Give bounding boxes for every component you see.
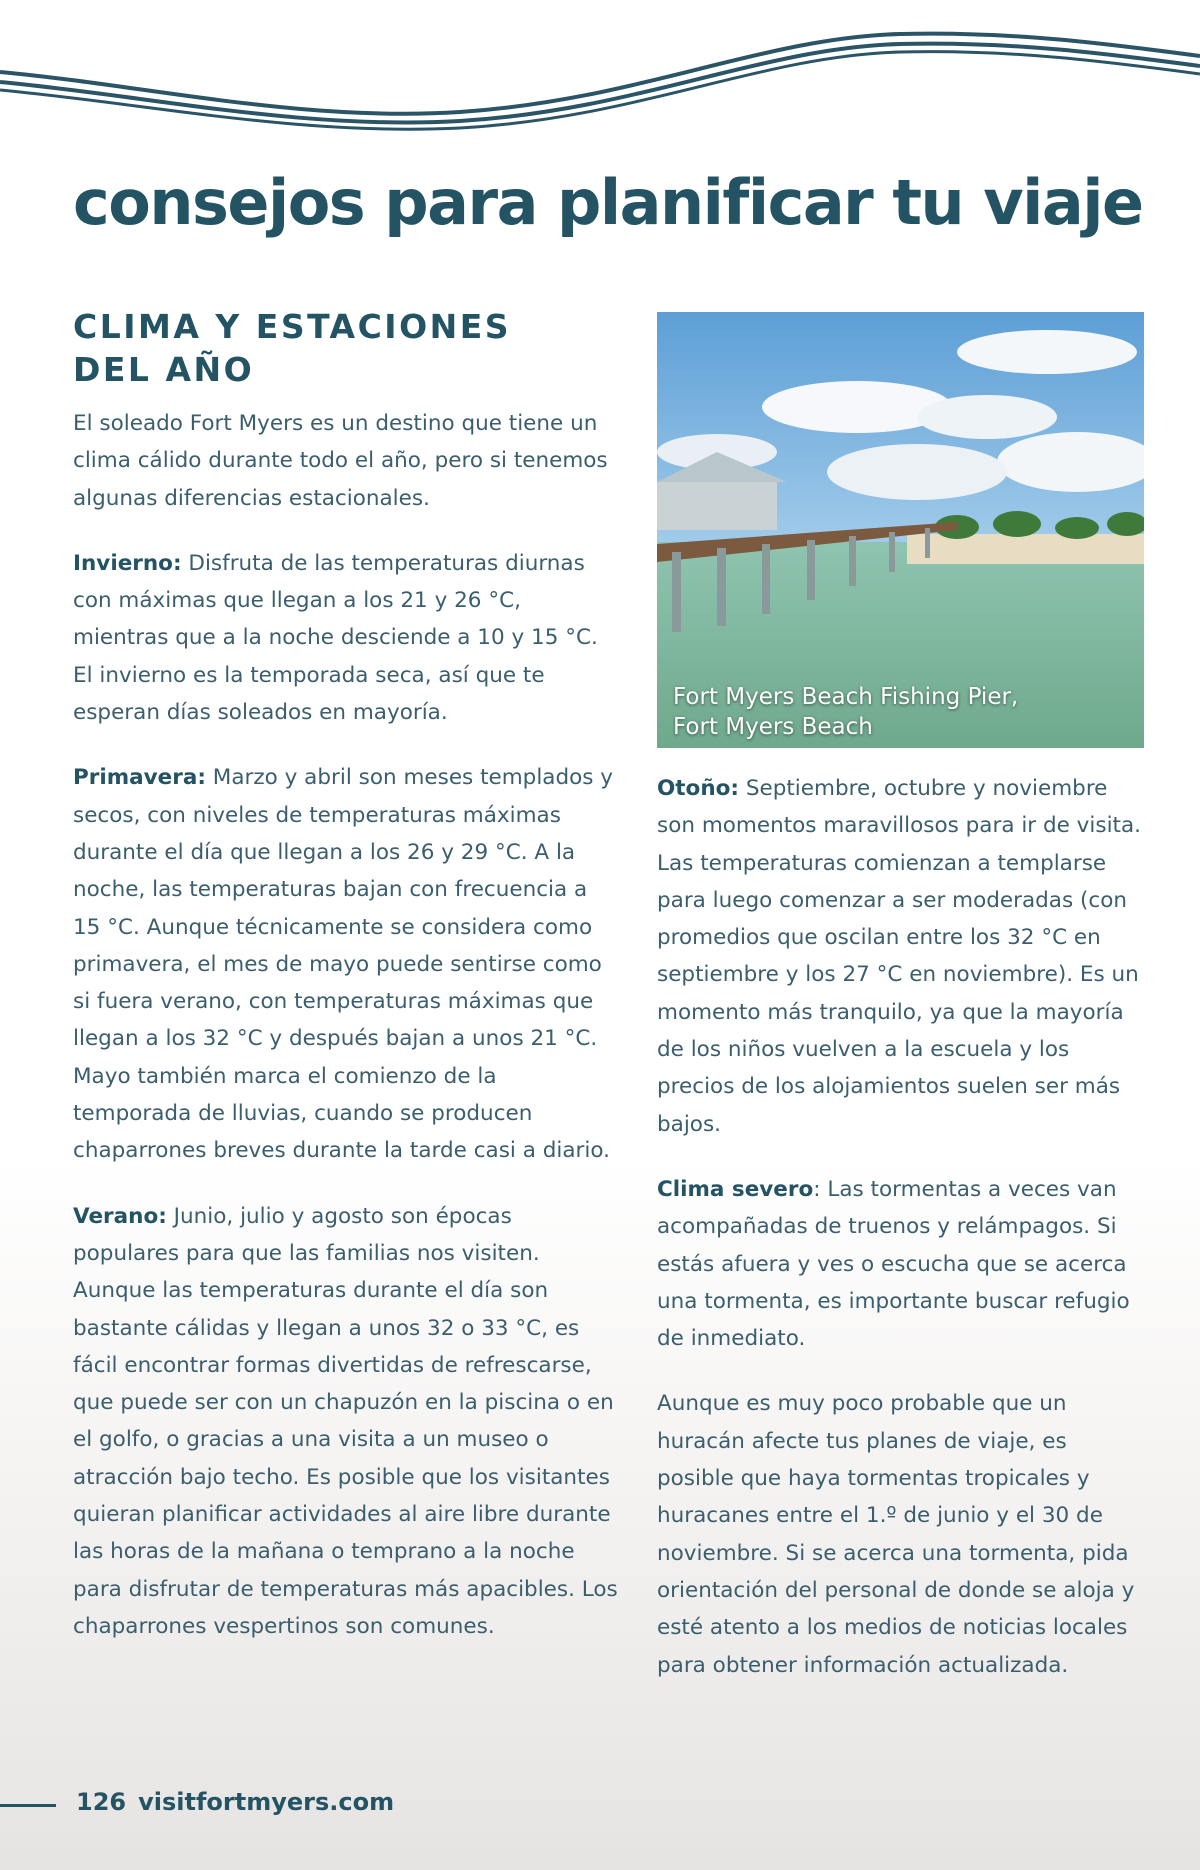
summer-text: Junio, julio y agosto son épocas populares para que las familias nos visiten. Aunque las temperaturas durante el día son bastante cálidas y llegan a unos 32 o 33 °C, es fácil encontrar formas divertidas de refrescarse, que puede ser con un chapuzón en la piscina o en el golfo, o gracias a una visita a un museo o atracción bajo techo. Es posible que los visitantes quieran planificar actividades al aire libre durante las horas de la mañana o temprano a la noche para disfrutar de temperaturas más apacibles. Los chaparrones vespertinos son comunes. bbox=[73, 1203, 618, 1639]
decorative-wave-lines bbox=[0, 0, 1200, 140]
section-heading bbox=[73, 305, 618, 391]
hurricane-paragraph: Aunque es muy poco probable que un huracán afecte tus planes de viaje, es posible que haya tormentas tropicales y huracanes entre el 1.º de junio y el 30 de noviembre. Si se acerca una tormenta, pida orientación del personal de donde se aloja y esté atento a los medios de noticias locales para obtener información actualizada. bbox=[657, 1391, 1135, 1678]
summer-paragraph bbox=[73, 1198, 618, 1646]
left-column bbox=[73, 305, 618, 1673]
autumn-text: Septiembre, octubre y noviembre son momentos maravillosos para ir de visita. Las temperaturas comienzan a templarse para luego comenzar a ser moderadas (con promedios que oscilan entre los 32 °C en septiembre y los 27 °C en noviembre). Es un momento más tranquilo, ya que la mayoría de los niños vuelven a la escuela y los precios de los alojamientos suelen ser más bajos. bbox=[657, 776, 1141, 1137]
severe-weather-text: : Las tormentas a veces van acompañadas de truenos y relámpagos. Si estás afuera y ves o escucha que se acerca una tormenta, es importante buscar refugio de inmediato. bbox=[657, 1176, 1130, 1352]
page-footer bbox=[76, 1788, 394, 1816]
severe-weather-paragraph bbox=[657, 1171, 1147, 1357]
spring-label: Primavera: bbox=[73, 765, 206, 791]
intro-paragraph: El soleado Fort Myers es un destino que tiene un clima cálido durante todo el año, pero si tenemos algunas diferencias estacionales. bbox=[73, 411, 608, 511]
spring-text: Marzo y abril son meses templados y secos, con niveles de temperaturas máximas durante el día que llegan a los 26 y 29 °C. A la noche, las temperaturas bajan con frecuencia a 15 °C. Aunque técnicamente se considera como primavera, el mes de mayo puede sentirse como si fuera verano, con temperaturas máximas que llegan a los 32 °C y después bajan a unos 21 °C. Mayo también marca el comienzo de la temporada de lluvias, cuando se producen chaparrones breves durante la tarde casi a diario. bbox=[73, 765, 614, 1164]
section-heading-line-2: DEL AÑO bbox=[73, 350, 255, 389]
winter-label: Invierno: bbox=[73, 550, 182, 576]
section-heading-line-1: CLIMA Y ESTACIONES bbox=[73, 307, 512, 346]
footer-rule bbox=[0, 1804, 56, 1807]
website-link[interactable]: visitfortmyers.com bbox=[138, 1788, 395, 1816]
winter-paragraph bbox=[73, 545, 618, 731]
fishing-pier-photo bbox=[657, 312, 1144, 748]
summer-label: Verano: bbox=[73, 1203, 167, 1229]
page-title: consejos para planificar tu viaje bbox=[73, 166, 1143, 239]
severe-weather-label: Clima severo bbox=[657, 1176, 814, 1202]
caption-line-2: Fort Myers Beach bbox=[673, 714, 873, 740]
right-column bbox=[657, 770, 1147, 1712]
page-number: 126 bbox=[76, 1788, 127, 1816]
winter-text: Disfruta de las temperaturas diurnas con máximas que llegan a los 21 y 26 °C, mientras que a la noche desciende a 10 y 15 °C. El invierno es la temporada seca, así que te esperan días soleados en mayoría. bbox=[73, 550, 598, 726]
photo-caption bbox=[673, 682, 1018, 742]
autumn-label: Otoño: bbox=[657, 776, 740, 801]
autumn-paragraph bbox=[657, 770, 1147, 1143]
spring-paragraph bbox=[73, 759, 618, 1169]
caption-line-1: Fort Myers Beach Fishing Pier, bbox=[673, 684, 1019, 710]
